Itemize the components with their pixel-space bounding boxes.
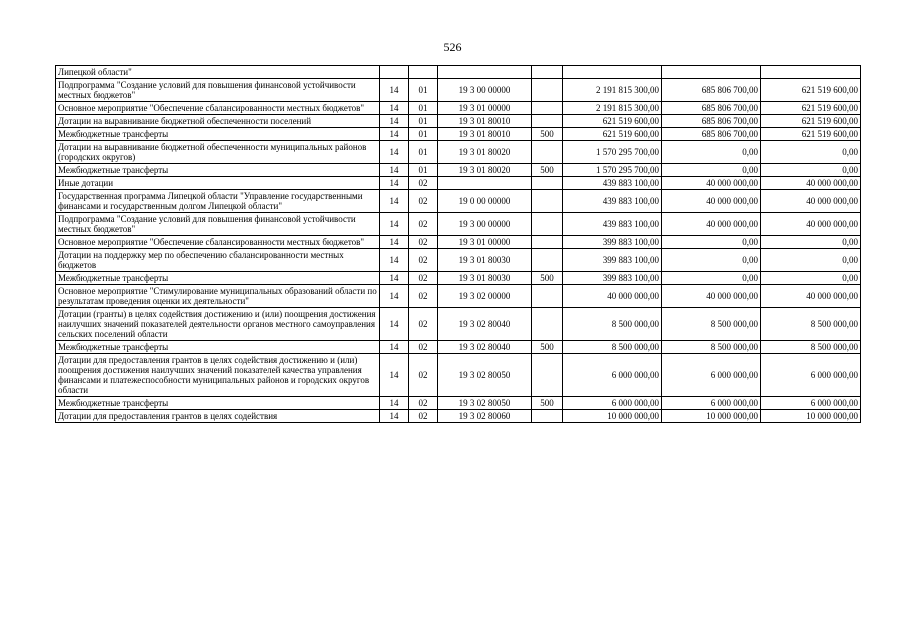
row-name: Межбюджетные трансферты	[56, 341, 380, 354]
row-amount-year3: 0,00	[761, 249, 861, 272]
row-expense-kind	[532, 354, 563, 397]
row-name: Межбюджетные трансферты	[56, 128, 380, 141]
row-expense-kind	[532, 177, 563, 190]
table-row	[56, 177, 861, 190]
row-amount-year1	[563, 66, 662, 79]
row-expense-kind: 500	[532, 164, 563, 177]
row-amount-year3: 40 000 000,00	[761, 190, 861, 213]
table-row	[56, 272, 861, 285]
row-name: Межбюджетные трансферты	[56, 397, 380, 410]
row-name: Основное мероприятие "Стимулирование муниципальных образований области по результатам проведения оценки их деятельности"	[56, 285, 380, 308]
row-amount-year2: 40 000 000,00	[662, 285, 761, 308]
row-expense-kind: 500	[532, 341, 563, 354]
row-section-code: 01	[409, 79, 438, 102]
row-amount-year2: 685 806 700,00	[662, 79, 761, 102]
row-expense-kind	[532, 190, 563, 213]
row-amount-year2: 6 000 000,00	[662, 397, 761, 410]
row-section-code: 01	[409, 164, 438, 177]
row-amount-year3: 40 000 000,00	[761, 285, 861, 308]
row-ministry-code: 14	[380, 249, 409, 272]
row-amount-year3: 621 519 600,00	[761, 128, 861, 141]
row-amount-year2: 40 000 000,00	[662, 190, 761, 213]
row-amount-year1: 399 883 100,00	[563, 249, 662, 272]
row-ministry-code: 14	[380, 177, 409, 190]
row-amount-year2: 8 500 000,00	[662, 341, 761, 354]
row-section-code: 01	[409, 102, 438, 115]
row-name: Межбюджетные трансферты	[56, 272, 380, 285]
row-section-code: 02	[409, 285, 438, 308]
row-target-code: 19 3 02 80050	[438, 397, 532, 410]
table-row	[56, 397, 861, 410]
row-name: Дотации для предоставления грантов в целях содействия	[56, 410, 380, 423]
table-row	[56, 213, 861, 236]
row-amount-year1: 8 500 000,00	[563, 308, 662, 341]
row-amount-year1: 439 883 100,00	[563, 190, 662, 213]
row-amount-year2: 0,00	[662, 236, 761, 249]
row-amount-year3: 0,00	[761, 236, 861, 249]
row-amount-year3: 0,00	[761, 272, 861, 285]
row-name: Основное мероприятие "Обеспечение сбалансированности местных бюджетов"	[56, 236, 380, 249]
budget-table-body	[56, 66, 861, 423]
row-section-code: 02	[409, 397, 438, 410]
table-row	[56, 354, 861, 397]
row-amount-year1: 399 883 100,00	[563, 236, 662, 249]
row-target-code: 19 3 02 80040	[438, 341, 532, 354]
row-name: Дотации для предоставления грантов в целях содействия достижению и (или) поощрения достижения наилучших значений показателей качества управления финансами и платежеспособности муниципальных районов и городских округов области	[56, 354, 380, 397]
row-amount-year1: 621 519 600,00	[563, 128, 662, 141]
row-expense-kind	[532, 236, 563, 249]
row-section-code: 02	[409, 410, 438, 423]
row-section-code: 01	[409, 141, 438, 164]
row-amount-year2: 685 806 700,00	[662, 115, 761, 128]
row-target-code: 19 3 02 00000	[438, 285, 532, 308]
row-expense-kind	[532, 141, 563, 164]
row-ministry-code: 14	[380, 341, 409, 354]
row-target-code: 19 3 01 80030	[438, 272, 532, 285]
row-name: Липецкой области"	[56, 66, 380, 79]
row-ministry-code: 14	[380, 79, 409, 102]
row-expense-kind	[532, 285, 563, 308]
row-ministry-code: 14	[380, 213, 409, 236]
budget-table	[55, 65, 861, 423]
row-target-code	[438, 177, 532, 190]
row-amount-year3: 621 519 600,00	[761, 115, 861, 128]
row-amount-year2: 10 000 000,00	[662, 410, 761, 423]
row-expense-kind: 500	[532, 397, 563, 410]
table-row	[56, 285, 861, 308]
row-ministry-code: 14	[380, 397, 409, 410]
row-amount-year1: 621 519 600,00	[563, 115, 662, 128]
row-amount-year1: 2 191 815 300,00	[563, 79, 662, 102]
row-amount-year1: 1 570 295 700,00	[563, 141, 662, 164]
row-name: Государственная программа Липецкой области "Управление государственными финансами и государственным долгом Липецкой области"	[56, 190, 380, 213]
row-amount-year1: 439 883 100,00	[563, 177, 662, 190]
row-target-code: 19 3 02 80060	[438, 410, 532, 423]
row-target-code: 19 3 01 80020	[438, 141, 532, 164]
row-section-code: 02	[409, 236, 438, 249]
table-row	[56, 128, 861, 141]
row-amount-year1: 10 000 000,00	[563, 410, 662, 423]
row-amount-year1: 439 883 100,00	[563, 213, 662, 236]
row-name: Дотации на поддержку мер по обеспечению сбалансированности местных бюджетов	[56, 249, 380, 272]
row-amount-year1: 399 883 100,00	[563, 272, 662, 285]
row-amount-year2	[662, 66, 761, 79]
row-target-code: 19 3 00 00000	[438, 213, 532, 236]
row-amount-year1: 8 500 000,00	[563, 341, 662, 354]
table-row	[56, 410, 861, 423]
row-target-code: 19 3 01 80010	[438, 115, 532, 128]
row-target-code: 19 3 02 80050	[438, 354, 532, 397]
row-expense-kind	[532, 66, 563, 79]
row-target-code: 19 3 01 80010	[438, 128, 532, 141]
row-amount-year3: 10 000 000,00	[761, 410, 861, 423]
row-name: Подпрограмма "Создание условий для повышения финансовой устойчивости местных бюджетов"	[56, 79, 380, 102]
row-amount-year3: 6 000 000,00	[761, 397, 861, 410]
row-target-code: 19 3 01 00000	[438, 102, 532, 115]
row-amount-year2: 685 806 700,00	[662, 128, 761, 141]
row-amount-year2: 0,00	[662, 272, 761, 285]
row-section-code: 02	[409, 272, 438, 285]
row-expense-kind	[532, 213, 563, 236]
row-target-code	[438, 66, 532, 79]
row-ministry-code: 14	[380, 272, 409, 285]
row-ministry-code: 14	[380, 128, 409, 141]
row-ministry-code	[380, 66, 409, 79]
row-name: Дотации на выравнивание бюджетной обеспеченности муниципальных районов (городских округов)	[56, 141, 380, 164]
row-section-code: 01	[409, 128, 438, 141]
table-row	[56, 79, 861, 102]
row-name: Подпрограмма "Создание условий для повышения финансовой устойчивости местных бюджетов"	[56, 213, 380, 236]
row-section-code: 02	[409, 341, 438, 354]
row-target-code: 19 3 00 00000	[438, 79, 532, 102]
row-ministry-code: 14	[380, 102, 409, 115]
row-expense-kind	[532, 410, 563, 423]
table-row	[56, 115, 861, 128]
table-row	[56, 308, 861, 341]
row-target-code: 19 0 00 00000	[438, 190, 532, 213]
row-amount-year3: 0,00	[761, 164, 861, 177]
row-name: Иные дотации	[56, 177, 380, 190]
row-amount-year3: 0,00	[761, 141, 861, 164]
row-amount-year1: 6 000 000,00	[563, 397, 662, 410]
row-amount-year2: 8 500 000,00	[662, 308, 761, 341]
row-target-code: 19 3 01 80030	[438, 249, 532, 272]
row-amount-year3: 40 000 000,00	[761, 213, 861, 236]
table-row	[56, 164, 861, 177]
table-row	[56, 190, 861, 213]
row-amount-year2: 40 000 000,00	[662, 177, 761, 190]
table-row	[56, 102, 861, 115]
row-ministry-code: 14	[380, 410, 409, 423]
table-row	[56, 341, 861, 354]
row-expense-kind	[532, 115, 563, 128]
row-amount-year1: 6 000 000,00	[563, 354, 662, 397]
row-amount-year2: 0,00	[662, 164, 761, 177]
row-section-code: 01	[409, 115, 438, 128]
row-section-code: 02	[409, 249, 438, 272]
row-amount-year2: 6 000 000,00	[662, 354, 761, 397]
row-amount-year3: 8 500 000,00	[761, 308, 861, 341]
row-name: Межбюджетные трансферты	[56, 164, 380, 177]
row-ministry-code: 14	[380, 236, 409, 249]
row-amount-year2: 0,00	[662, 249, 761, 272]
row-amount-year2: 0,00	[662, 141, 761, 164]
table-row	[56, 236, 861, 249]
row-expense-kind	[532, 102, 563, 115]
row-expense-kind	[532, 308, 563, 341]
row-ministry-code: 14	[380, 190, 409, 213]
row-section-code: 02	[409, 354, 438, 397]
row-amount-year3: 6 000 000,00	[761, 354, 861, 397]
row-ministry-code: 14	[380, 354, 409, 397]
table-row	[56, 66, 861, 79]
row-amount-year2: 40 000 000,00	[662, 213, 761, 236]
row-expense-kind: 500	[532, 272, 563, 285]
row-amount-year1: 40 000 000,00	[563, 285, 662, 308]
row-target-code: 19 3 02 80040	[438, 308, 532, 341]
row-ministry-code: 14	[380, 141, 409, 164]
row-ministry-code: 14	[380, 285, 409, 308]
row-name: Дотации (гранты) в целях содействия достижению и (или) поощрения достижения наилучших значений показателей деятельности органов местного самоуправления сельских поселений области	[56, 308, 380, 341]
row-section-code: 02	[409, 308, 438, 341]
row-section-code: 02	[409, 177, 438, 190]
row-amount-year2: 685 806 700,00	[662, 102, 761, 115]
row-ministry-code: 14	[380, 115, 409, 128]
row-target-code: 19 3 01 00000	[438, 236, 532, 249]
page-number: 526	[443, 40, 462, 54]
row-ministry-code: 14	[380, 308, 409, 341]
table-row	[56, 249, 861, 272]
row-expense-kind	[532, 79, 563, 102]
row-amount-year3: 621 519 600,00	[761, 79, 861, 102]
row-amount-year3: 40 000 000,00	[761, 177, 861, 190]
row-amount-year1: 1 570 295 700,00	[563, 164, 662, 177]
row-name: Основное мероприятие "Обеспечение сбалансированности местных бюджетов"	[56, 102, 380, 115]
row-amount-year3: 621 519 600,00	[761, 102, 861, 115]
row-section-code: 02	[409, 213, 438, 236]
table-row	[56, 141, 861, 164]
row-expense-kind: 500	[532, 128, 563, 141]
row-name: Дотации на выравнивание бюджетной обеспеченности поселений	[56, 115, 380, 128]
row-section-code	[409, 66, 438, 79]
row-expense-kind	[532, 249, 563, 272]
row-ministry-code: 14	[380, 164, 409, 177]
row-amount-year3	[761, 66, 861, 79]
row-amount-year3: 8 500 000,00	[761, 341, 861, 354]
row-section-code: 02	[409, 190, 438, 213]
row-target-code: 19 3 01 80020	[438, 164, 532, 177]
row-amount-year1: 2 191 815 300,00	[563, 102, 662, 115]
